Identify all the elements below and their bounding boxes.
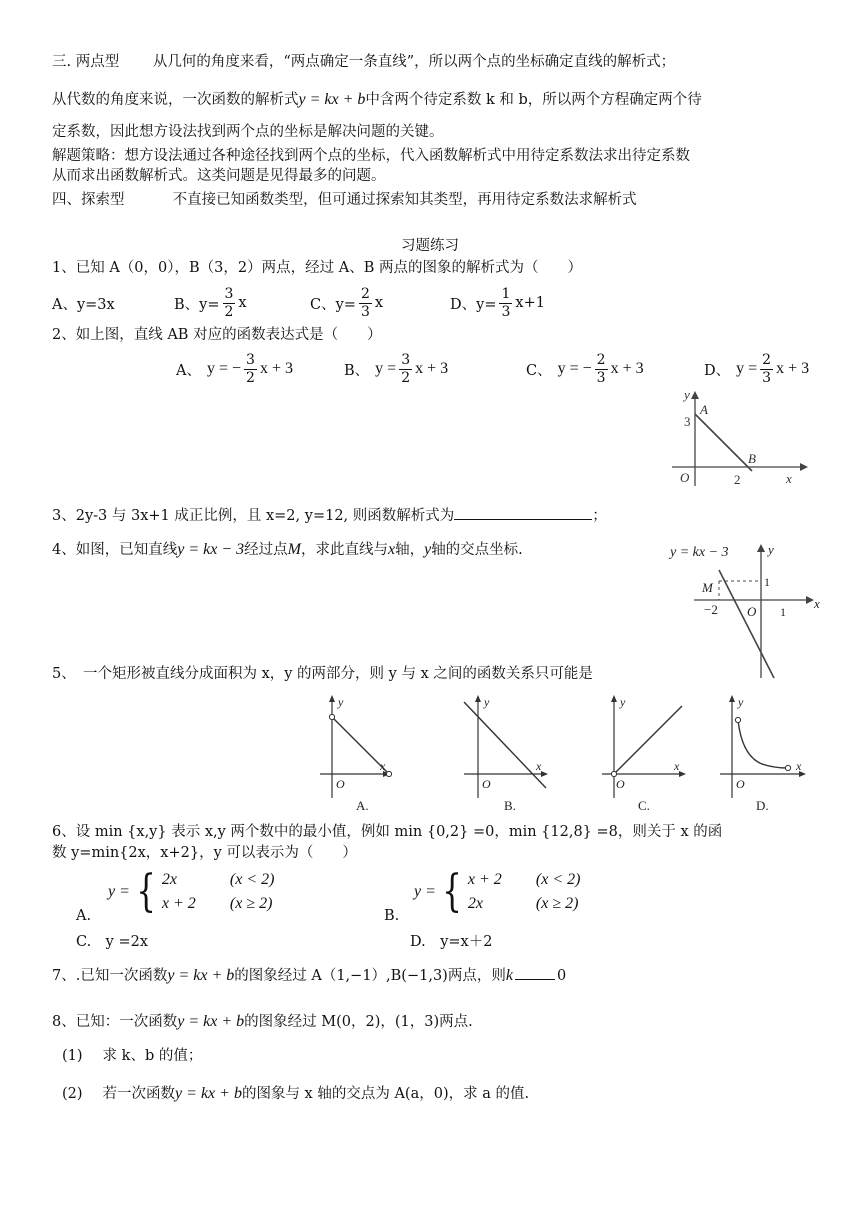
q2-y-arrow-icon — [691, 391, 699, 399]
q7-mid: 的图象经过 A（1,−1）,B(−1,3)两点，则 — [234, 968, 506, 984]
q8-post: 的图象经过 M(0，2)，(1，3)两点. — [244, 1014, 473, 1030]
q2-y-label: y — [684, 387, 690, 402]
q5b-x-label: x — [536, 759, 542, 773]
q6-a-c2: (x ≥ 2) — [229, 895, 273, 912]
q4-origin-label: O — [747, 604, 757, 619]
q2-stem: 2、如上图，直线 AB 对应的函数表达式是（ ） — [52, 327, 382, 343]
q5-label-c: C. — [638, 798, 650, 813]
q1-d-fraction — [499, 286, 512, 321]
q8-part-1 — [62, 1046, 202, 1066]
q1-c-post: x — [374, 295, 384, 311]
q3-line — [52, 506, 607, 526]
q4-x: x — [387, 541, 396, 558]
q4-graph — [664, 536, 828, 682]
q2-option-a — [176, 349, 293, 389]
q2-b-den: 2 — [401, 369, 411, 386]
q8-p2-formula: y = kx + b — [175, 1085, 242, 1102]
q8-p1-num: (1) — [62, 1048, 83, 1064]
q5d-x-label: x — [796, 759, 802, 773]
q4-y: y — [424, 541, 432, 558]
q6-b-lhs: y = — [414, 883, 436, 900]
q2-option-c — [526, 349, 644, 389]
intro-line-2-b: 中含两个待定系数 k 和 b，所以两个方程确定两个待 — [365, 92, 702, 108]
q6-a-brace-icon: { — [136, 866, 156, 917]
q2-c-label: C、 — [526, 362, 552, 379]
q1-c-num: 2 — [360, 285, 370, 302]
q5a-origin-label: O — [336, 777, 345, 791]
q2-c-rhs: x + 3 — [610, 360, 644, 377]
q5d-open-point-right — [785, 765, 790, 770]
q6-a-r1: 2x — [161, 871, 178, 888]
q2-graph — [668, 386, 818, 492]
q2-a-rhs: x + 3 — [259, 360, 293, 377]
q1-option-a — [52, 283, 115, 323]
q5b-y-label: y — [484, 695, 490, 709]
q2-b-fraction — [399, 352, 412, 387]
q3-answer-blank[interactable] — [454, 519, 592, 520]
q1-c-fraction — [359, 286, 372, 321]
q1-option-b — [174, 283, 247, 323]
q7-formula: y = kx + b — [167, 967, 235, 984]
q4-y-label: y — [768, 542, 774, 557]
q1-option-d — [450, 283, 545, 323]
q2-line-ab — [695, 414, 752, 471]
q1-b-fraction — [223, 286, 236, 321]
q5d-y-arrow-icon — [729, 695, 735, 702]
q4-x-label: x — [814, 596, 820, 611]
q7-answer-blank[interactable] — [515, 979, 555, 980]
q6-option-d: D. y=x＋2 — [410, 934, 493, 950]
q5c-open-point — [611, 771, 616, 776]
q5d-origin-label: O — [736, 777, 745, 791]
q3-stem: 3、2y-3 与 3x+1 成正比例，且 x=2, y=12, 则函数解析式为 — [52, 508, 455, 524]
q2-c-lhs: y = − — [557, 360, 592, 377]
q1-d-pre: D、y= — [450, 296, 497, 313]
q2-a-den: 2 — [246, 369, 255, 386]
q5d-curve — [738, 720, 788, 768]
q8-pre: 8、已知：一次函数 — [52, 1014, 178, 1030]
intro-line-4: 解题策略：想方设法通过各种途径找到两个点的坐标，代入函数解析式中用待定系数法求出待定系数 — [52, 148, 690, 164]
q5b-y-arrow-icon — [475, 695, 481, 702]
q4-post: 轴的交点坐标. — [431, 542, 523, 558]
intro-line-6: 四、探索型 不直接已知函数类型，但可通过探索知其类型，再用待定系数法求解析式 — [52, 192, 637, 208]
q6-option-b-label: B. — [384, 908, 400, 924]
q6-b-c1: (x < 2) — [535, 871, 581, 888]
q5b-origin-label: O — [482, 777, 491, 791]
q5-graph-b — [462, 690, 556, 814]
q2-b-label: B、 — [344, 362, 370, 379]
q4-line — [52, 540, 523, 560]
q5b-line — [464, 702, 546, 788]
q4-graph-eq: y = kx − 3 — [670, 545, 729, 560]
intro-line-5: 从而求出函数解析式。这类问题是见得最多的问题。 — [52, 168, 386, 184]
q2-b-rhs: x + 3 — [415, 360, 449, 377]
q5-graph-c — [600, 690, 692, 814]
q6-option-c: C. y =2x — [76, 934, 149, 950]
q2-c-num: 2 — [596, 351, 606, 368]
q6-a-r2: x + 2 — [161, 895, 196, 912]
q6-a-lhs: y = — [108, 883, 130, 900]
q2-d-lhs: y = — [736, 360, 758, 377]
q4-neg2-label: −2 — [704, 602, 718, 617]
q2-b-num: 3 — [401, 351, 411, 368]
q6-option-a-label: A. — [76, 908, 92, 924]
q2-xtick: 2 — [734, 472, 741, 487]
q1-d-den: 3 — [501, 303, 511, 320]
q1-c-pre: C、y= — [310, 296, 356, 313]
q2-d-rhs: x + 3 — [776, 360, 810, 377]
q1-d-post: x+1 — [515, 295, 545, 311]
q4-mid3: 轴， — [395, 542, 425, 558]
q6-line-1: 6、设 min {x,y} 表示 x,y 两个数中的最小值，例如 min {0,2} =0，min {12,8} =8，则关于 x 的函 — [52, 824, 723, 840]
q2-c-den: 3 — [596, 369, 606, 386]
q4-x-arrow-icon — [806, 596, 814, 604]
q2-option-b — [344, 349, 448, 389]
q2-d-label: D、 — [704, 362, 731, 379]
q1-b-post: x — [238, 295, 247, 311]
q2-a-label: A、 — [176, 362, 201, 379]
q5a-y-label: y — [338, 695, 344, 709]
q6-option-a-formula — [108, 868, 274, 916]
q2-x-label: x — [786, 471, 792, 486]
q2-a-fraction — [244, 352, 257, 387]
q1-d-num: 1 — [501, 285, 511, 302]
q1-b-pre: B、y= — [174, 296, 220, 313]
q8-p2-num: (2) — [62, 1086, 83, 1102]
q2-a-lhs: y = − — [206, 360, 242, 377]
q5c-y-label: y — [620, 695, 626, 709]
q4-mid2: ，求此直线与 — [300, 542, 388, 558]
q4-m: M — [287, 541, 301, 558]
q5b-x-arrow-icon — [541, 771, 548, 777]
q1-option-c — [310, 283, 383, 323]
q6-b-r2: 2x — [467, 895, 484, 912]
q4-y-arrow-icon — [757, 544, 765, 552]
q1-stem: 1、已知 A（0，0），B（3，2）两点，经过 A、B 两点的图象的解析式为（ ） — [52, 260, 582, 276]
q6-b-cases — [468, 868, 581, 916]
q3-end: ； — [592, 508, 607, 524]
q2-d-den: 3 — [762, 369, 772, 386]
q5a-open-point-top — [329, 714, 334, 719]
q5c-y-arrow-icon — [611, 695, 617, 702]
q2-a-num: 3 — [246, 351, 255, 368]
q5-label-b: B. — [504, 798, 516, 813]
intro-line-1: 三. 两点型 从几何的角度来看，“两点确定一条直线”，所以两个点的坐标确定直线的解析式； — [52, 54, 676, 70]
q2-x-arrow-icon — [800, 463, 808, 471]
q5d-y-label: y — [738, 695, 744, 709]
q1-c-den: 3 — [360, 303, 370, 320]
q6-b-brace-icon: { — [442, 866, 462, 917]
q4-m-label: M — [702, 580, 713, 595]
q4-one-y: 1 — [764, 575, 770, 589]
q7-line — [52, 966, 566, 986]
q2-b-lhs: y = — [375, 360, 397, 377]
q8-part-2 — [62, 1084, 529, 1104]
formula-y-kx-b: y = kx + b — [298, 91, 366, 108]
q8-formula: y = kx + b — [177, 1013, 245, 1030]
q6-a-c1: (x < 2) — [229, 871, 275, 888]
q2-a-label: A — [700, 402, 708, 417]
q2-c-fraction — [595, 352, 608, 387]
q8-p1-text: 求 k、b 的值； — [102, 1048, 203, 1064]
q2-d-fraction — [760, 352, 773, 387]
q4-mid: 经过点 — [244, 542, 288, 558]
q1-a-text: A、y=3x — [52, 296, 115, 313]
q7-k: k — [505, 967, 513, 984]
q8-line — [52, 1012, 473, 1032]
q4-pre: 4、如图，已知直线 — [52, 542, 178, 558]
section-title: 习题练习 — [401, 238, 459, 254]
q5-stem: 5、 一个矩形被直线分成面积为 x，y 的两部分，则 y 与 x 之间的函数关系只可能是 — [52, 666, 593, 682]
q5c-origin-label: O — [616, 777, 625, 791]
q5-graph-a — [318, 690, 394, 814]
intro-line-2 — [52, 90, 702, 110]
q5c-x-arrow-icon — [679, 771, 686, 777]
q5d-open-point-top — [735, 717, 740, 722]
q7-end: 0 — [556, 968, 567, 984]
intro-line-3: 定系数，因此想方设法找到两个点的坐标是解决问题的关键。 — [52, 124, 444, 140]
q5a-y-arrow-icon — [329, 695, 335, 702]
q5a-open-point-right — [386, 771, 391, 776]
q6-option-b-formula — [414, 868, 580, 916]
q4-one-x: 1 — [780, 605, 786, 619]
q7-pre: 7、.已知一次函数 — [52, 968, 168, 984]
q4-formula: y = kx − 3 — [177, 541, 245, 558]
q5-label-a: A. — [356, 798, 369, 813]
q5-label-d: D. — [756, 798, 769, 813]
q1-b-num: 3 — [224, 285, 234, 302]
q6-a-cases — [162, 868, 275, 916]
q2-option-d — [704, 349, 809, 389]
q1-b-den: 2 — [224, 303, 234, 320]
q8-p2-pre: 若一次函数 — [102, 1086, 176, 1102]
q2-ytick: 3 — [684, 414, 691, 429]
q6-line-2: 数 y=min{2x，x+2}，y 可以表示为（ ） — [52, 845, 357, 861]
q6-b-c2: (x ≥ 2) — [535, 895, 579, 912]
q6-b-r1: x + 2 — [467, 871, 502, 888]
q2-origin-label: O — [680, 470, 690, 485]
q5a-x-label: x — [380, 759, 386, 773]
q5-graph-d — [718, 690, 814, 814]
q2-d-num: 2 — [762, 351, 772, 368]
q8-p2-post: 的图象与 x 轴的交点为 A(a，0)，求 a 的值. — [241, 1086, 530, 1102]
q5c-line — [614, 706, 682, 774]
q5c-x-label: x — [674, 759, 680, 773]
q2-b-label: B — [748, 451, 756, 466]
intro-line-2-a: 从代数的角度来说，一次函数的解析式 — [52, 92, 299, 108]
